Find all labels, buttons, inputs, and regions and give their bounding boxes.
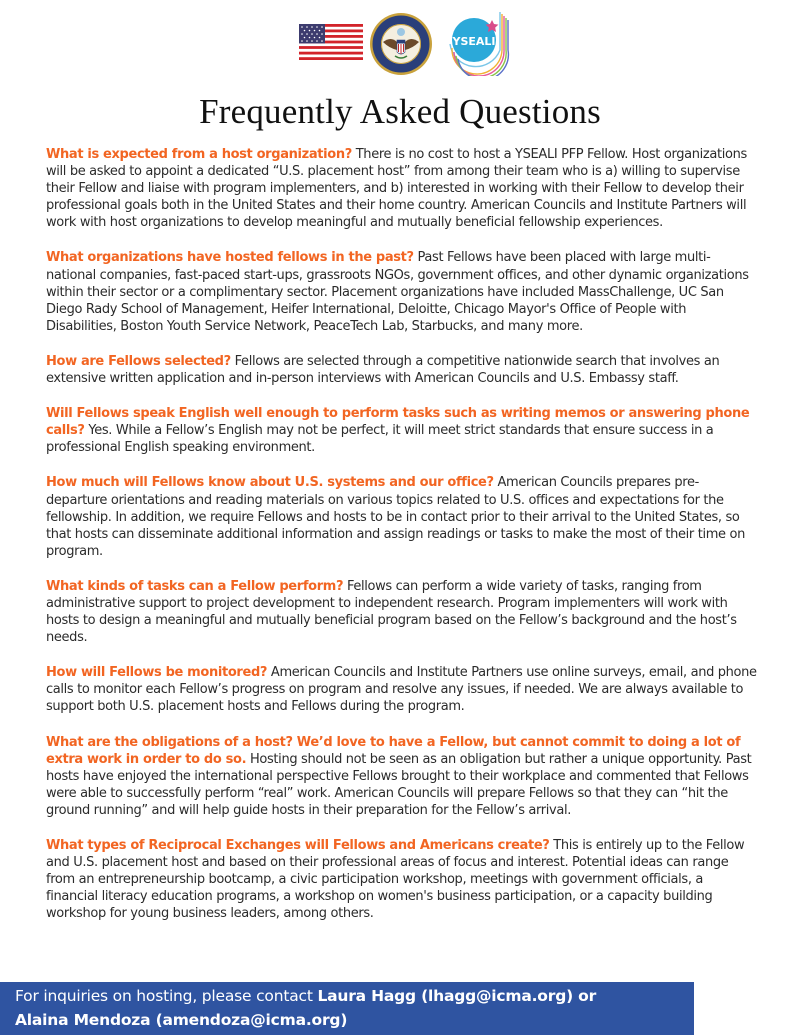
faq-question: What are the obligations of a host? We’d love to have a Fellow, but cannot commit to doing a lot of extra work in order to do so. [46, 734, 741, 767]
footer-intro: For inquiries on hosting, please contact [15, 987, 318, 1005]
faq-answer: Yes. While a Fellow’s English may not be perfect, it will meet strict standards that ensure success in a professional English speaking environment. [46, 423, 714, 456]
faq-question: What is expected from a host organization? [46, 147, 352, 162]
faq-item-past-hosts [46, 249, 758, 334]
faq-item-host-expectations [46, 146, 758, 231]
page-title: Frequently Asked Questions [199, 92, 601, 131]
faq-answer: There is no cost to host a YSEALI PFP Fellow. Host organizations will be asked to appoint a dedicated “U.S. placement host” from among their team who is a) willing to supervise their Fellow and liaise with program implementers, and b) interested in working with their Fellow to develop their professional goals both in the United States and their home country. American Councils and Institute Partners will work with host organizations to develop meaningful and mutually beneficial fellowship experiences. [46, 147, 747, 231]
faq-answer: Fellows are selected through a competitive nationwide search that involves an extensive written application and in-person interviews with American Councils and U.S. Embassy staff. [46, 353, 720, 387]
faq-item-selection [46, 353, 758, 387]
faq-answer: Past Fellows have been placed with large multi-national companies, fast-paced start-ups, grassroots NGOs, government offices, and other dynamic organizations within their sector or a complimentary sector. Placement organizations have included MassChallenge, UC San Diego Rady School of Management, Heifer International, Deloitte, Chicago Mayor's Office of People with Disabilities, Boston Youth Service Network, PeaceTech Lab, Starbucks, and many more. [46, 250, 749, 334]
faq-item-monitoring [46, 664, 758, 715]
faq-question: How will Fellows be monitored? [46, 665, 268, 681]
faq-question: What kinds of tasks can a Fellow perform? [46, 578, 344, 594]
yseali-logo-text: YSEALI [452, 35, 496, 48]
contact-footer [0, 982, 694, 1035]
faq-question: What types of Reciprocal Exchanges will Fellows and Americans create? [46, 838, 550, 853]
department-of-state-seal-icon [369, 12, 433, 76]
faq-question: How are Fellows selected? [46, 353, 231, 369]
contact-laura-hagg[interactable]: Laura Hagg (lhagg@icma.org) or [317, 987, 597, 1005]
faq-answer: American Councils and Institute Partners use online surveys, email, and phone calls to monitor each Fellow’s progress on program and resolve any issues, if needed. We are always available to support both U.S. placement hosts and Fellows during the program. [46, 665, 757, 715]
faq-item-english [46, 405, 758, 456]
faq-item-us-systems [46, 474, 758, 559]
faq-answer: This is entirely up to the Fellow and U.S. placement host and based on their professional areas of focus and interest. Potential ideas can range from an entrepreneurship bootcamp, a civic participation workshop, meetings with government officials, a financial literacy education programs, a workshop on women's business participation, or a capacity building workshop for young business leaders, among others. [46, 838, 745, 922]
logo-bar [0, 6, 800, 74]
faq-item-tasks [46, 578, 758, 646]
faq-answer: Fellows can perform a wide variety of tasks, ranging from administrative support to project development to independent research. Program implementers will work with hosts to design a meaningful and mutually beneficial program based on the Fellow’s background and the host’s needs. [46, 578, 737, 646]
us-flag-icon [299, 24, 363, 60]
faq-question: What organizations have hosted fellows in the past? [46, 250, 414, 266]
faq-list [46, 146, 758, 940]
faq-item-reciprocal-exchanges [46, 837, 758, 922]
faq-answer: Hosting should not be seen as an obligation but rather a unique opportunity. Past hosts have enjoyed the international perspective Fellows brought to their workplace and commented that Fellows were able to successfully perform “real” work. American Councils will prepare Fellows so that they can “hit the ground running” and will help guide hosts in their preparation for the Fellow’s arrival. [46, 751, 752, 818]
faq-question: How much will Fellows know about U.S. systems and our office? [46, 475, 494, 491]
faq-item-obligations [46, 734, 758, 819]
contact-alaina-mendoza[interactable]: Alaina Mendoza (amendoza@icma.org) [15, 1011, 348, 1029]
faq-answer: American Councils prepares pre-departure orientations and reading materials on various topics related to U.S. offices and expectations for the fellowship. In addition, we require Fellows and hosts to be in contact prior to their arrival to the United States, so that hosts can disseminate additional information and assign readings or tasks to make the most of their time on program. [46, 475, 745, 559]
yseali-logo-icon [438, 6, 518, 76]
faq-question: Will Fellows speak English well enough to perform tasks such as writing memos or answering phone calls? [46, 406, 750, 439]
